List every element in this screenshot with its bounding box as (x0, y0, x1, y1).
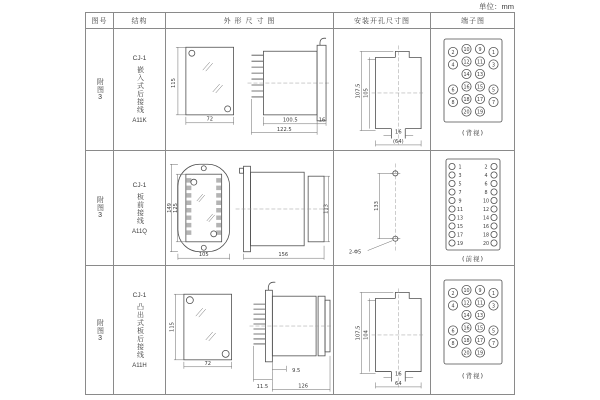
side-view (248, 38, 332, 135)
outline-drawing-a11q (166, 151, 333, 266)
svg-text:3: 3 (458, 173, 462, 179)
fig-number: 附图3 (96, 196, 104, 220)
model-label: CJ-1 (132, 292, 147, 299)
svg-text:5: 5 (491, 87, 496, 93)
svg-text:7: 7 (491, 100, 496, 106)
svg-text:13: 13 (476, 72, 484, 78)
svg-text:2: 2 (451, 50, 455, 56)
dim-base-width: 64 (395, 380, 402, 387)
struct-cell-row2 (114, 151, 166, 266)
terminal-cell-row3 (431, 266, 515, 395)
dim-front-width: 105 (198, 251, 209, 258)
outline-drawing-a11h (166, 266, 333, 395)
svg-text:8: 8 (484, 190, 488, 196)
svg-text:13: 13 (456, 215, 464, 221)
svg-text:16: 16 (463, 326, 470, 332)
svg-text:6: 6 (451, 87, 455, 93)
svg-text:20: 20 (463, 109, 470, 115)
header-struct: 结构 (114, 13, 166, 29)
svg-text:10: 10 (482, 198, 490, 204)
dim-side-d2: 9.5 (292, 368, 301, 375)
svg-text:11: 11 (456, 207, 464, 213)
outline-cell-row2 (166, 151, 334, 266)
struct-desc: 板前接线 (136, 192, 144, 225)
svg-text:10: 10 (463, 288, 470, 294)
svg-text:11: 11 (476, 59, 484, 65)
svg-text:1: 1 (458, 164, 462, 170)
svg-text:6: 6 (451, 329, 455, 335)
side-view (250, 282, 333, 391)
unit-label: 单位：mm (479, 2, 514, 11)
dim-side-d1: 11.5 (256, 384, 269, 391)
struct-desc: 嵌入式后接线 (136, 66, 144, 114)
svg-text:18: 18 (463, 338, 470, 344)
terminal-view-label: (背视) (461, 372, 485, 380)
install-drawing-a11h (334, 266, 430, 395)
svg-text:19: 19 (476, 109, 484, 115)
struct-cell-row1 (114, 29, 166, 151)
svg-text:4: 4 (484, 173, 488, 179)
fig-cell-row2 (86, 151, 114, 266)
svg-text:3: 3 (491, 304, 496, 310)
svg-text:18: 18 (463, 97, 470, 103)
dim-front-h1: 149 (166, 202, 173, 213)
terminal-view-label: (前视) (461, 254, 485, 263)
svg-text:5: 5 (458, 181, 462, 187)
dim-install-h2: 104 (363, 330, 370, 340)
terminal-cell-row2 (431, 151, 515, 266)
svg-text:11: 11 (476, 301, 484, 307)
terminal-cell-row1 (431, 29, 515, 151)
struct-cell-row3 (114, 266, 166, 395)
terminal-grid (448, 44, 498, 116)
dim-install-h2: 105 (363, 87, 370, 98)
svg-text:13: 13 (476, 313, 484, 319)
struct-code: A11K (132, 118, 147, 124)
dim-slot-width: 16 (395, 371, 402, 378)
svg-text:9: 9 (478, 288, 482, 294)
struct-code: A11H (132, 363, 147, 369)
svg-text:14: 14 (463, 313, 470, 319)
dim-side-w: 16 (318, 116, 326, 123)
terminal-columns (449, 163, 497, 246)
fig-number: 附图3 (96, 77, 104, 102)
install-drawing-a11q (334, 151, 430, 266)
struct-desc: 凸出式板后接线 (136, 303, 144, 359)
dim-base-width: (64) (393, 138, 404, 145)
terminal-diagram-a11h (431, 266, 515, 395)
svg-text:17: 17 (476, 97, 484, 103)
svg-text:12: 12 (463, 59, 470, 65)
svg-text:3: 3 (491, 62, 496, 68)
install-cell-row3 (334, 266, 431, 395)
dim-slot-width: 16 (395, 129, 402, 136)
svg-text:12: 12 (482, 207, 490, 213)
fig-number: 附图3 (96, 318, 104, 343)
terminal-grid (448, 285, 498, 357)
dim-side-length: 156 (278, 251, 289, 258)
dim-side-l1: 100.5 (282, 116, 298, 123)
svg-text:18: 18 (482, 232, 490, 238)
dim-front-width: 72 (206, 115, 214, 122)
svg-text:6: 6 (484, 181, 488, 187)
svg-text:2: 2 (484, 164, 488, 170)
svg-text:16: 16 (463, 84, 470, 90)
outline-drawing-a11k (166, 29, 333, 151)
svg-text:8: 8 (451, 341, 455, 347)
svg-text:17: 17 (476, 338, 484, 344)
outline-cell-row1 (166, 29, 334, 151)
svg-text:19: 19 (456, 241, 464, 247)
install-cell-row2 (334, 151, 431, 266)
terminal-diagram-a11q (431, 151, 515, 266)
dim-hole-span: 133 (374, 200, 381, 211)
install-cell-row1 (334, 29, 431, 151)
svg-text:10: 10 (463, 47, 470, 53)
fig-cell-row1 (86, 29, 114, 151)
hole-spec-label: 2-Φ5 (348, 249, 362, 256)
dim-side-height: 113 (323, 203, 330, 214)
svg-text:1: 1 (491, 50, 496, 56)
svg-text:15: 15 (476, 84, 484, 90)
model-label: CJ-1 (132, 55, 147, 62)
model-label: CJ-1 (132, 181, 147, 189)
svg-text:1: 1 (491, 291, 496, 297)
dim-front-h2: 125 (172, 202, 179, 213)
header-outline: 外 形 尺 寸 图 (166, 13, 334, 29)
svg-text:15: 15 (456, 224, 464, 230)
header-install: 安装开孔尺寸图 (334, 13, 431, 29)
svg-text:4: 4 (451, 62, 455, 68)
dim-front-width: 72 (204, 360, 212, 367)
front-view (169, 294, 231, 369)
dim-side-length: 126 (298, 383, 309, 390)
fig-cell-row3 (86, 266, 114, 395)
svg-text:16: 16 (482, 224, 490, 230)
dim-front-height: 115 (170, 77, 177, 88)
header-terminal: 端子图 (431, 13, 515, 29)
svg-text:19: 19 (476, 351, 484, 357)
svg-text:14: 14 (463, 72, 470, 78)
svg-text:8: 8 (451, 100, 455, 106)
svg-text:9: 9 (478, 47, 482, 53)
side-view (236, 166, 331, 259)
svg-text:12: 12 (463, 301, 470, 307)
terminal-view-label: (背视) (461, 128, 485, 137)
svg-text:7: 7 (491, 341, 496, 347)
dim-install-h1: 107.5 (355, 83, 362, 98)
struct-code: A11Q (132, 228, 147, 235)
svg-text:4: 4 (451, 304, 455, 310)
svg-text:2: 2 (451, 291, 455, 297)
svg-text:17: 17 (456, 232, 464, 238)
dim-install-h1: 107.5 (355, 325, 362, 341)
svg-text:7: 7 (458, 190, 462, 196)
install-drawing-a11k (334, 29, 430, 151)
front-view (171, 47, 234, 125)
svg-text:5: 5 (491, 329, 496, 335)
front-view (167, 164, 230, 259)
svg-text:9: 9 (458, 198, 462, 204)
svg-text:20: 20 (463, 351, 470, 357)
terminal-diagram-a11k (431, 29, 515, 151)
header-fig: 图号 (86, 13, 114, 29)
svg-text:14: 14 (482, 215, 490, 221)
svg-text:15: 15 (476, 326, 484, 332)
relay-spec-table (85, 12, 515, 395)
svg-text:20: 20 (482, 241, 490, 247)
dim-side-l2: 122.5 (276, 126, 292, 133)
dim-front-height: 115 (169, 322, 176, 332)
outline-cell-row3 (166, 266, 334, 395)
